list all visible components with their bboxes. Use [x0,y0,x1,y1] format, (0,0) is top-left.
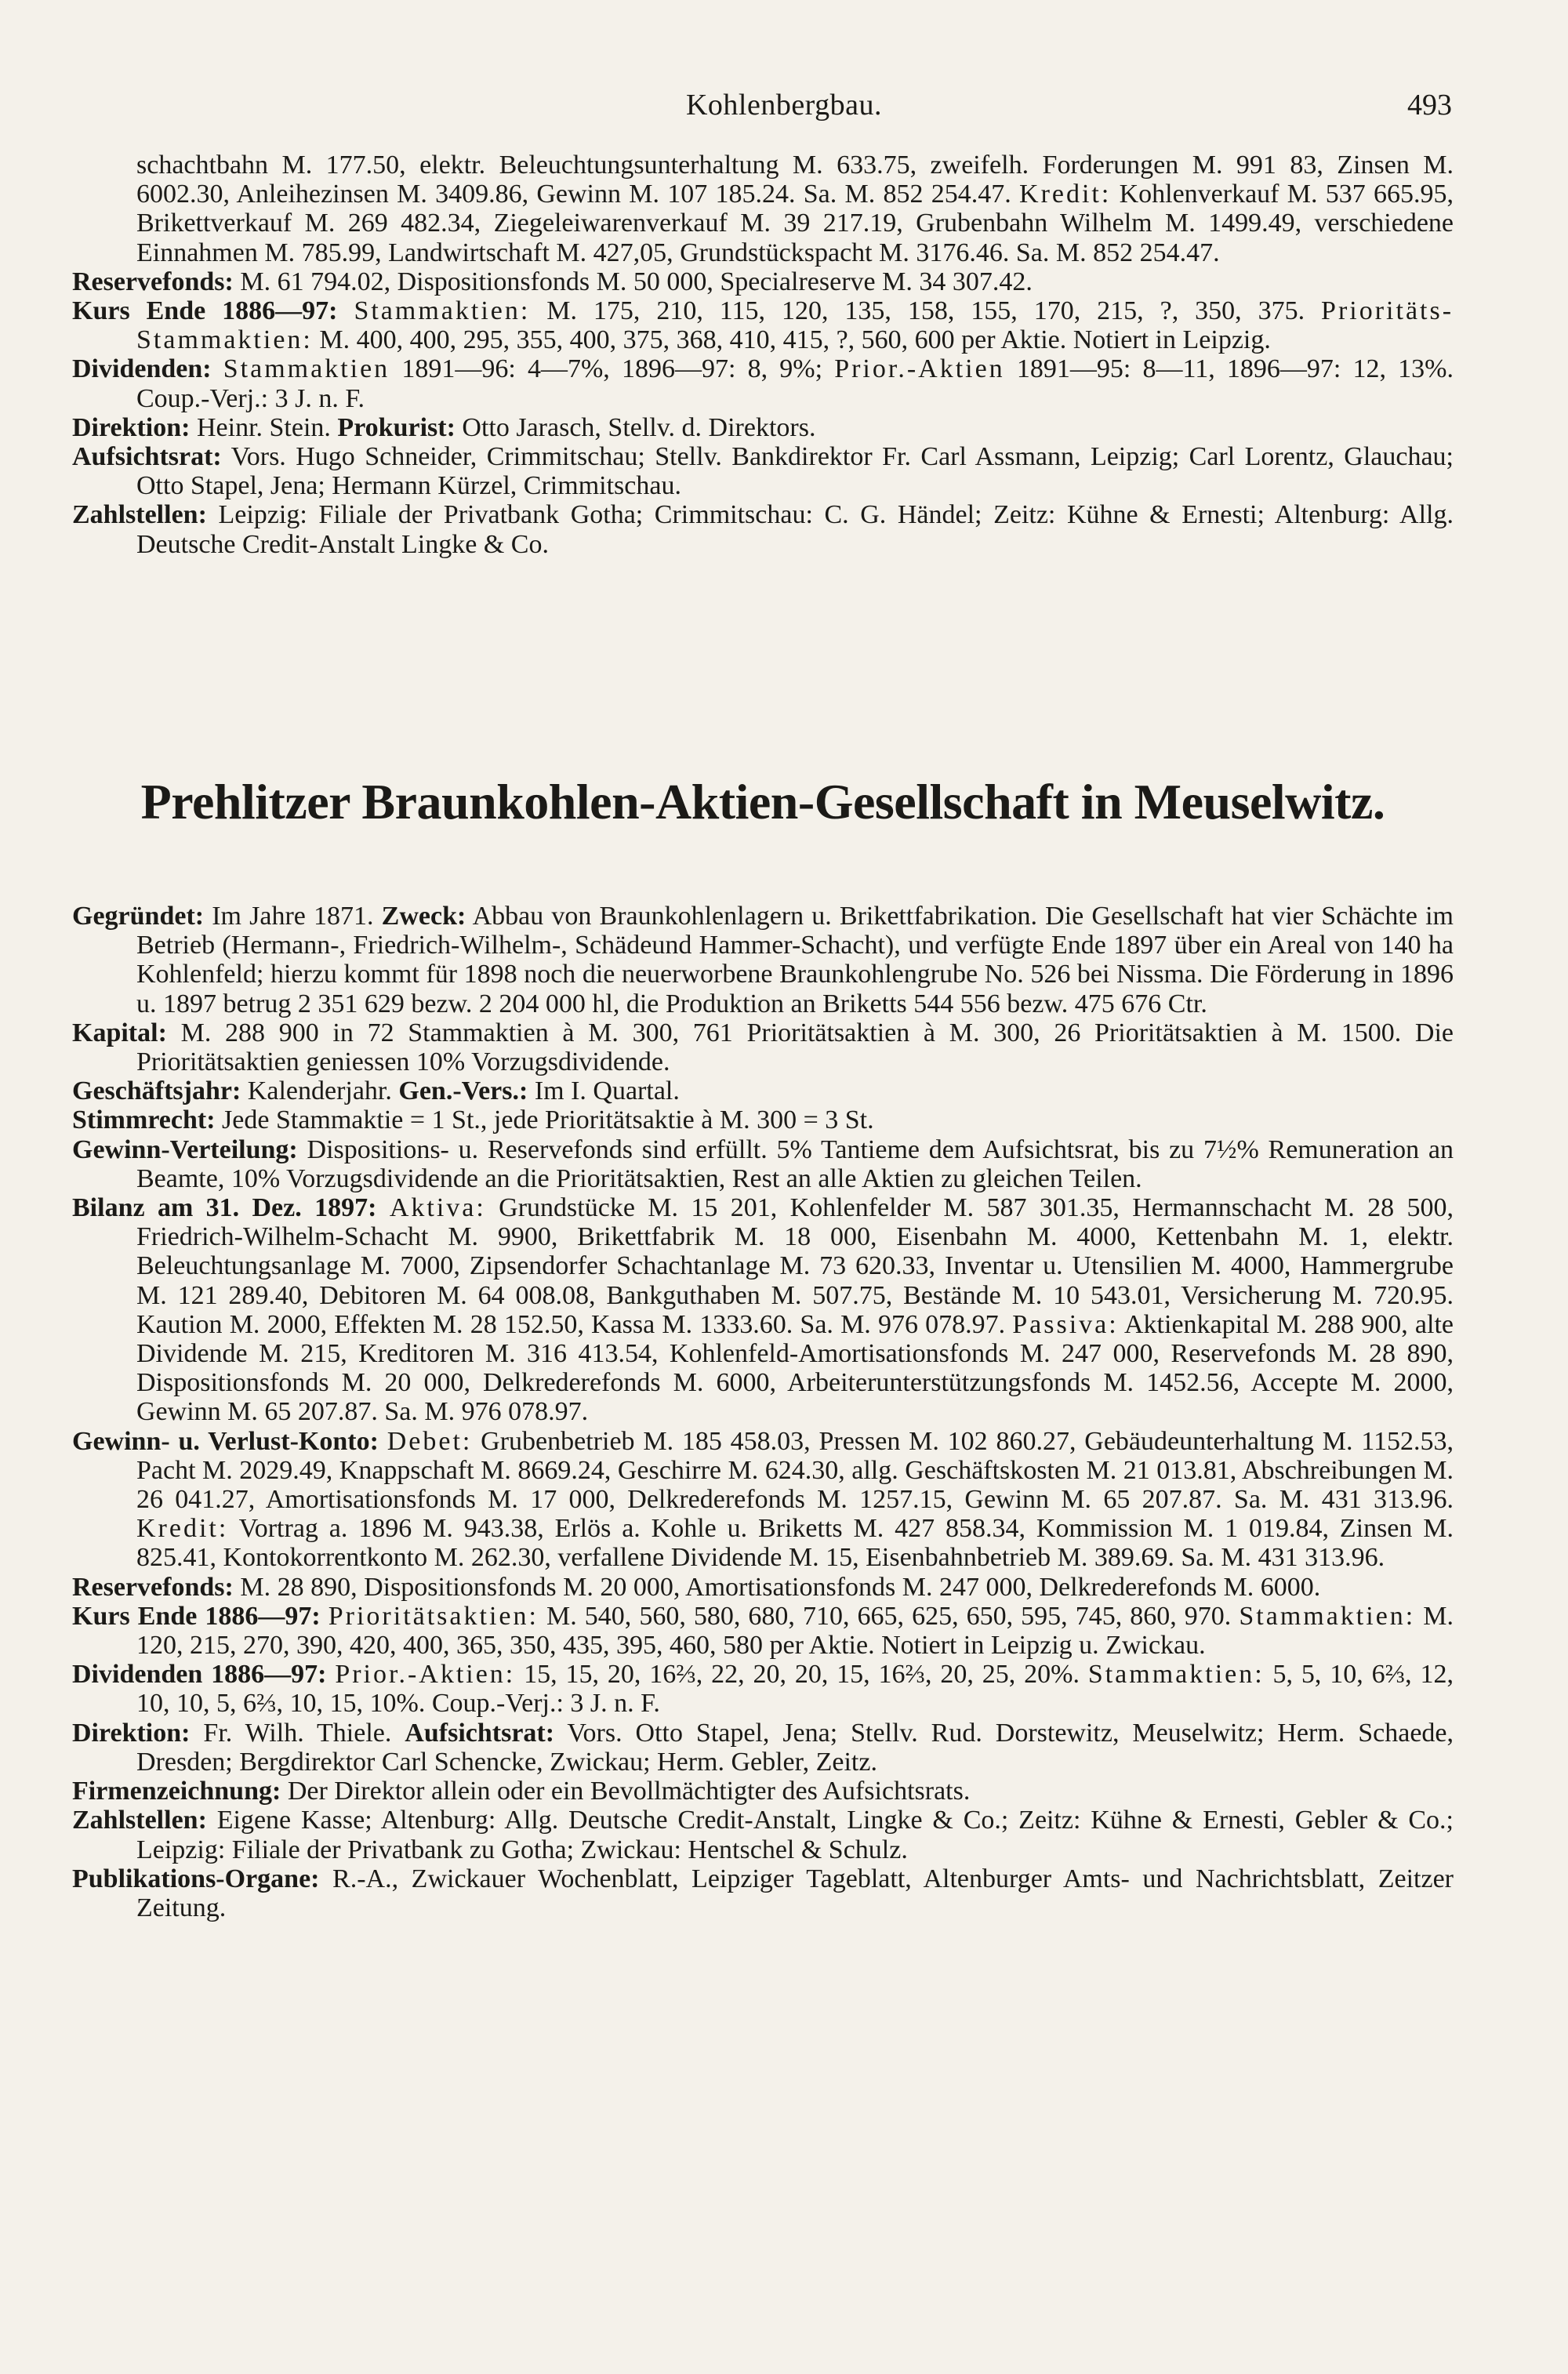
entry-gegruendet: Gegründet: Im Jahre 1871. Zweck: Abbau von Braunkohlenlagern u. Brikettfabrikation. Die Gesellschaft hat vier Schächte im Betrieb (Hermann-, Friedrich-Wilhelm-, Schädeund Hammer-Schacht), und verfügte Ende 1897 über ein Areal von 140 ha Kohlenfeld; hierzu kommt für 1898 noch die neuerworbene Braunkohlengrube No. 526 bei Nissma. Die Förderung in 1896 u. 1897 betrug 2 351 629 bezw. 2 204 000 hl, die Produktion an Briketts 544 556 bezw. 475 676 Ctr. [72,902,1454,1018]
entry-reservefonds: Reservefonds: M. 61 794.02, Dispositionsfonds M. 50 000, Specialreserve M. 34 307.42. [72,267,1033,296]
entry-gewinn-verteilung: Gewinn-Verteilung: Dispositions- u. Reservefonds sind erfüllt. 5% Tantieme dem Aufsichtsrat, bis zu 7½% Remuneration an Beamte, 10% Vorzugsdividende an die Prioritätsaktien, Rest an alle Aktien zu gleichen Teilen. [72,1134,1454,1193]
entry-geschaeftsjahr: Geschäftsjahr: Kalenderjahr. Gen.-Vers.: Im I. Quartal. [72,1076,680,1106]
company-entry [72,902,1454,1922]
entry-firmenzeichnung: Firmenzeichnung: Der Direktor allein oder ein Bevollmächtigter des Aufsichtsrats. [72,1777,971,1806]
entry-direktion: Direktion: Heinr. Stein. Prokurist: Otto Jarasch, Stellv. d. Direktors. [72,412,816,442]
entry-dividenden: Dividenden: Stammaktien 1891—96: 4—7%, 1896—97: 8, 9%; Prior.-Aktien 1891—95: 8—11, 1896—97: 12, 13%. Coup.-Verj.: 3 J. n. F. [72,354,1454,413]
page-number: 493 [1407,89,1452,122]
entry-aufsichtsrat: Aufsichtsrat: Vors. Hugo Schneider, Crimmitschau; Stellv. Bankdirektor Fr. Carl Assmann, Leipzig; Carl Lorentz, Glauchau; Otto Stapel, Jena; Hermann Kürzel, Crimmitschau. [72,442,1454,501]
bilanz-continuation: schachtbahn M. 177.50, elektr. Beleuchtungsunterhaltung M. 633.75, zweifelh. Forderungen M. 991 83, Zinsen M. 6002.30, Anleihezinsen M. 3409.86, Gewinn M. 107 185.24. Sa. M. 852 254.47. Kredit: Kohlenverkauf M. 537 665.95, Brikettverkauf M. 269 482.34, Ziegeleiwarenverkauf M. 39 217.19, Grubenbahn Wilhelm M. 1499.49, verschiedene Einnahmen M. 785.99, Landwirtschaft M. 427,05, Grundstückspacht M. 3176.46. Sa. M. 852 254.47. [136,151,1454,267]
entry-zahlstellen: Zahlstellen: Eigene Kasse; Altenburg: Allg. Deutsche Credit-Anstalt, Lingke & Co.; Zeitz: Kühne & Ernesti, Gebler & Co.; Leipzig: Filiale der Privatbank zu Gotha; Zwickau: Hentschel & Schulz. [72,1806,1454,1864]
entry-reservefonds: Reservefonds: M. 28 890, Dispositionsfonds M. 20 000, Amortisationsfonds M. 247 000, Delkrederefonds M. 6000. [72,1572,1321,1602]
entry-stimmrecht: Stimmrecht: Jede Stammaktie = 1 St., jede Prioritätsaktie à M. 300 = 3 St. [72,1105,874,1135]
entry-direktion: Direktion: Fr. Wilh. Thiele. Aufsichtsrat: Vors. Otto Stapel, Jena; Stellv. Rud. Dorstewitz, Meuselwitz; Herm. Schaede, Dresden; Bergdirektor Carl Schencke, Zwickau; Herm. Gebler, Zeitz. [72,1718,1454,1777]
entry-kapital: Kapital: M. 288 900 in 72 Stammaktien à M. 300, 761 Prioritätsaktien à M. 300, 26 Prioritätsaktien à M. 1500. Die Prioritätsaktien geniessen 10% Vorzugsdividende. [72,1018,1454,1077]
entry-kurs: Kurs Ende 1886—97: Prioritätsaktien: M. 540, 560, 580, 680, 710, 665, 625, 650, 595, 745, 860, 970. Stammaktien: M. 120, 215, 270, 390, 420, 400, 365, 350, 435, 395, 460, 580 per Aktie. Notiert in Leipzig u. Zwickau. [72,1601,1454,1661]
entry-kurs: Kurs Ende 1886—97: Stammaktien: M. 175, 210, 115, 120, 135, 158, 155, 170, 215, ?, 350, 375. Prioritäts-Stammaktien: M. 400, 400, 295, 355, 400, 375, 368, 410, 415, ?, 560, 600 per Aktie. Notiert in Leipzig. [72,296,1454,355]
entry-dividenden: Dividenden 1886—97: Prior.-Aktien: 15, 15, 20, 16⅔, 22, 20, 20, 15, 16⅔, 20, 25, 20%. Stammaktien: 5, 5, 10, 6⅔, 12, 10, 10, 5, 6⅔, 10, 15, 10%. Coup.-Verj.: 3 J. n. F. [72,1660,1454,1719]
entry-publikations-organe: Publikations-Organe: R.-A., Zwickauer Wochenblatt, Leipziger Tageblatt, Altenburger Amts- und Nachrichtsblatt, Zeitzer Zeitung. [72,1864,1454,1922]
entry-zahlstellen: Zahlstellen: Leipzig: Filiale der Privatbank Gotha; Crimmitschau: C. G. Händel; Zeitz: Kühne & Ernesti; Altenburg: Allg. Deutsche Credit-Anstalt Lingke & Co. [72,500,1454,559]
running-header: Kohlenbergbau. [685,89,883,122]
previous-company-continuation [72,151,1454,559]
entry-gewinn-verlust: Gewinn- u. Verlust-Konto: Debet: Grubenbetrieb M. 185 458.03, Pressen M. 102 860.27, Gebäudeunterhaltung M. 1152.53, Pacht M. 2029.49, Knappschaft M. 8669.24, Geschirre M. 624.30, allg. Geschäftskosten M. 21 013.81, Abschreibungen M. 26 041.27, Amortisationsfonds M. 17 000, Delkrederefonds M. 1257.15, Gewinn M. 65 207.87. Sa. M. 431 313.96. Kredit: Vortrag a. 1896 M. 943.38, Erlös a. Kohle u. Briketts M. 427 858.34, Kommission M. 1 019.84, Zinsen M. 825.41, Kontokorrentkonto M. 262.30, verfallene Dividende M. 15, Eisenbahnbetrieb M. 389.69. Sa. M. 431 313.96. [72,1426,1454,1573]
entry-bilanz: Bilanz am 31. Dez. 1897: Aktiva: Grundstücke M. 15 201, Kohlenfelder M. 587 301.35, Hermannschacht M. 28 500, Friedrich-Wilhelm-Schacht M. 9900, Brikettfabrik M. 18 000, Eisenbahn M. 4000, Kettenbahn M. 1, elektr. Beleuchtungsanlage M. 7000, Zipsendorfer Schachtanlage M. 73 620.33, Inventar u. Utensilien M. 4000, Hammergrube M. 121 289.40, Debitoren M. 64 008.08, Bankguthaben M. 507.75, Bestände M. 10 543.01, Versicherung M. 720.95. Kaution M. 2000, Effekten M. 28 152.50, Kassa M. 1333.60. Sa. M. 976 078.97. Passiva: Aktienkapital M. 288 900, alte Dividende M. 215, Kreditoren M. 316 413.54, Kohlenfeld-Amortisationsfonds M. 247 000, Reservefonds M. 28 890, Dispositionsfonds M. 20 000, Delkrederefonds M. 6000, Arbeiterunterstützungsfonds M. 1452.56, Accepte M. 2000, Gewinn M. 65 207.87. Sa. M. 976 078.97. [72,1193,1454,1427]
company-title: Prehlitzer Braunkohlen-Aktien-Gesellschaft in Meuselwitz. [140,774,1385,829]
